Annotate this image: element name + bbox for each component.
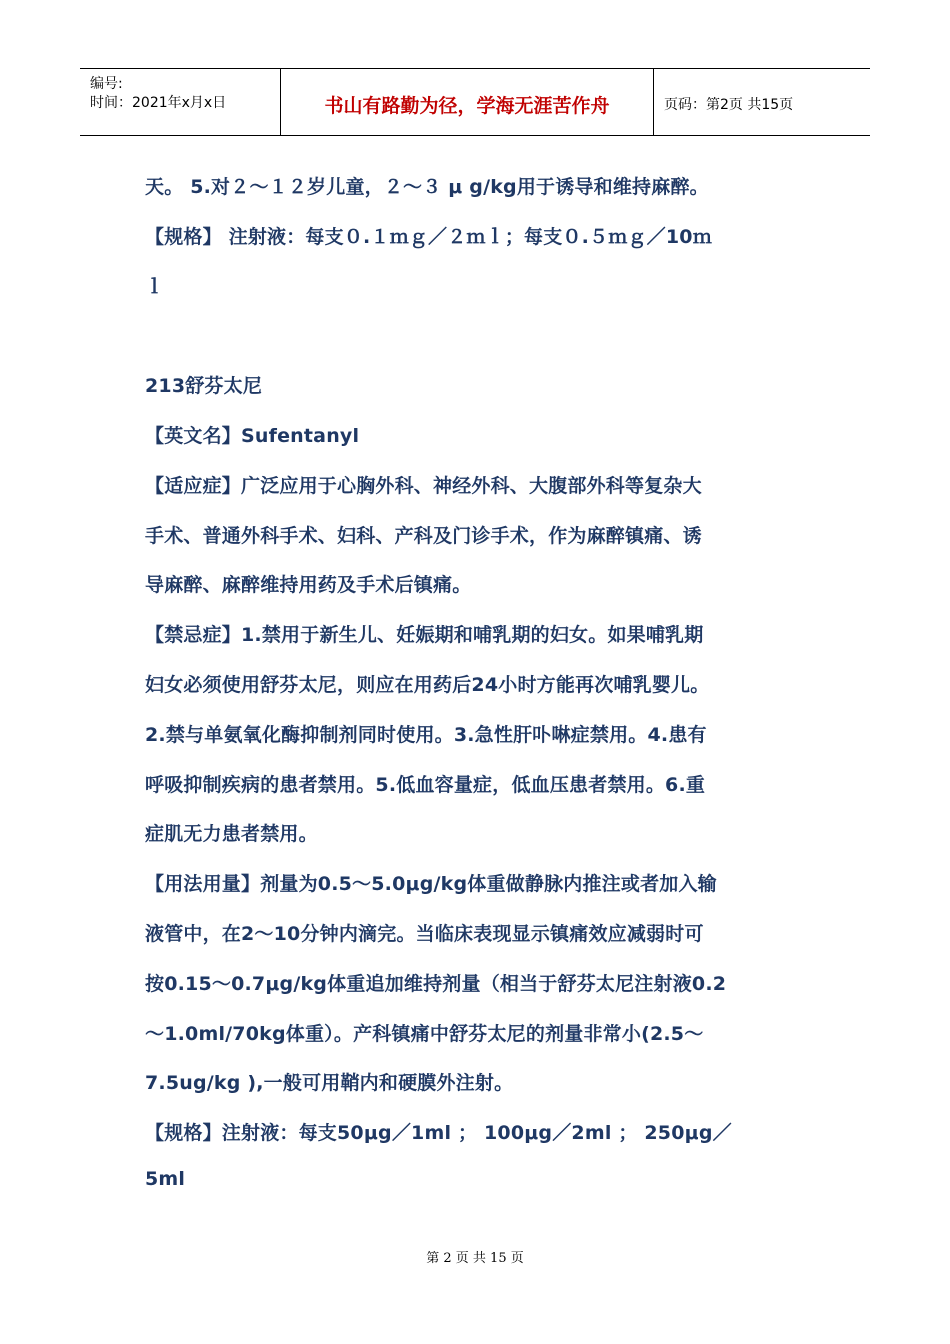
body-line: 液管中，在2～10分钟内滴完。当临床表现显示镇痛效应减弱时可: [145, 923, 704, 945]
body-line: 【规格】注射液：每支50μg／1ml ； 100μg／2ml ； 250μg／: [145, 1122, 732, 1144]
section-title: 213舒芬太尼: [145, 375, 263, 397]
page-header: [80, 68, 870, 136]
body-line: 7.5ug/kg ),一般可用鞘内和硬膜外注射。: [145, 1072, 514, 1094]
body-line: 【适应症】广泛应用于心胸外科、神经外科、大腹部外科等复杂大: [145, 475, 702, 497]
body-line: 【英文名】Sufentanyl: [145, 425, 360, 447]
body-line: 【规格】 注射液：每支０.１ｍｇ／２ｍｌ；每支０.５ｍｇ／10ｍ: [145, 226, 712, 248]
body-line: 症肌无力患者禁用。: [145, 823, 318, 845]
body-line: 【禁忌症】1.禁用于新生儿、妊娠期和哺乳期的妇女。如果哺乳期: [145, 624, 704, 646]
body-line: 导麻醉、麻醉维持用药及手术后镇痛。: [145, 574, 472, 596]
body-line: 按0.15～0.7μg/kg体重追加维持剂量（相当于舒芬太尼注射液0.2: [145, 973, 727, 995]
body-line: ～1.0ml/70kg体重）。产科镇痛中舒芬太尼的剂量非常小(2.5～: [145, 1023, 704, 1045]
body-line: 手术、普通外科手术、妇科、产科及门诊手术，作为麻醉镇痛、诱: [145, 525, 702, 547]
document-number-label: 编号:: [90, 76, 123, 92]
header-motto: 书山有路勤为径，学海无涯苦作舟: [324, 95, 610, 117]
header-page-info: 页码：第2页 共15页: [664, 97, 794, 113]
body-line: 呼吸抑制疾病的患者禁用。5.低血容量症，低血压患者禁用。6.重: [145, 774, 706, 796]
document-date: 时间：2021年x月x日: [90, 95, 227, 111]
body-line: 2.禁与单氨氧化酶抑制剂同时使用。3.急性肝卟啉症禁用。4.患有: [145, 724, 707, 746]
body-line: 【用法用量】剂量为0.5～5.0μg/kg体重做静脉内推注或者加入输: [145, 873, 717, 895]
body-line: 天。 5.对２～１２岁儿童，２～３ μ g/kg用于诱导和维持麻醉。: [145, 176, 709, 198]
body-line: 5ml: [145, 1168, 186, 1190]
body-line: ｌ: [145, 276, 165, 298]
header-page-cell: [654, 69, 870, 135]
body-line: 妇女必须使用舒芬太尼，则应在用药后24小时方能再次哺乳婴儿。: [145, 674, 710, 696]
header-motto-cell: [281, 69, 654, 135]
header-meta-cell: [80, 69, 281, 135]
page-footer: 第 2 页 共 15 页: [426, 1251, 524, 1266]
